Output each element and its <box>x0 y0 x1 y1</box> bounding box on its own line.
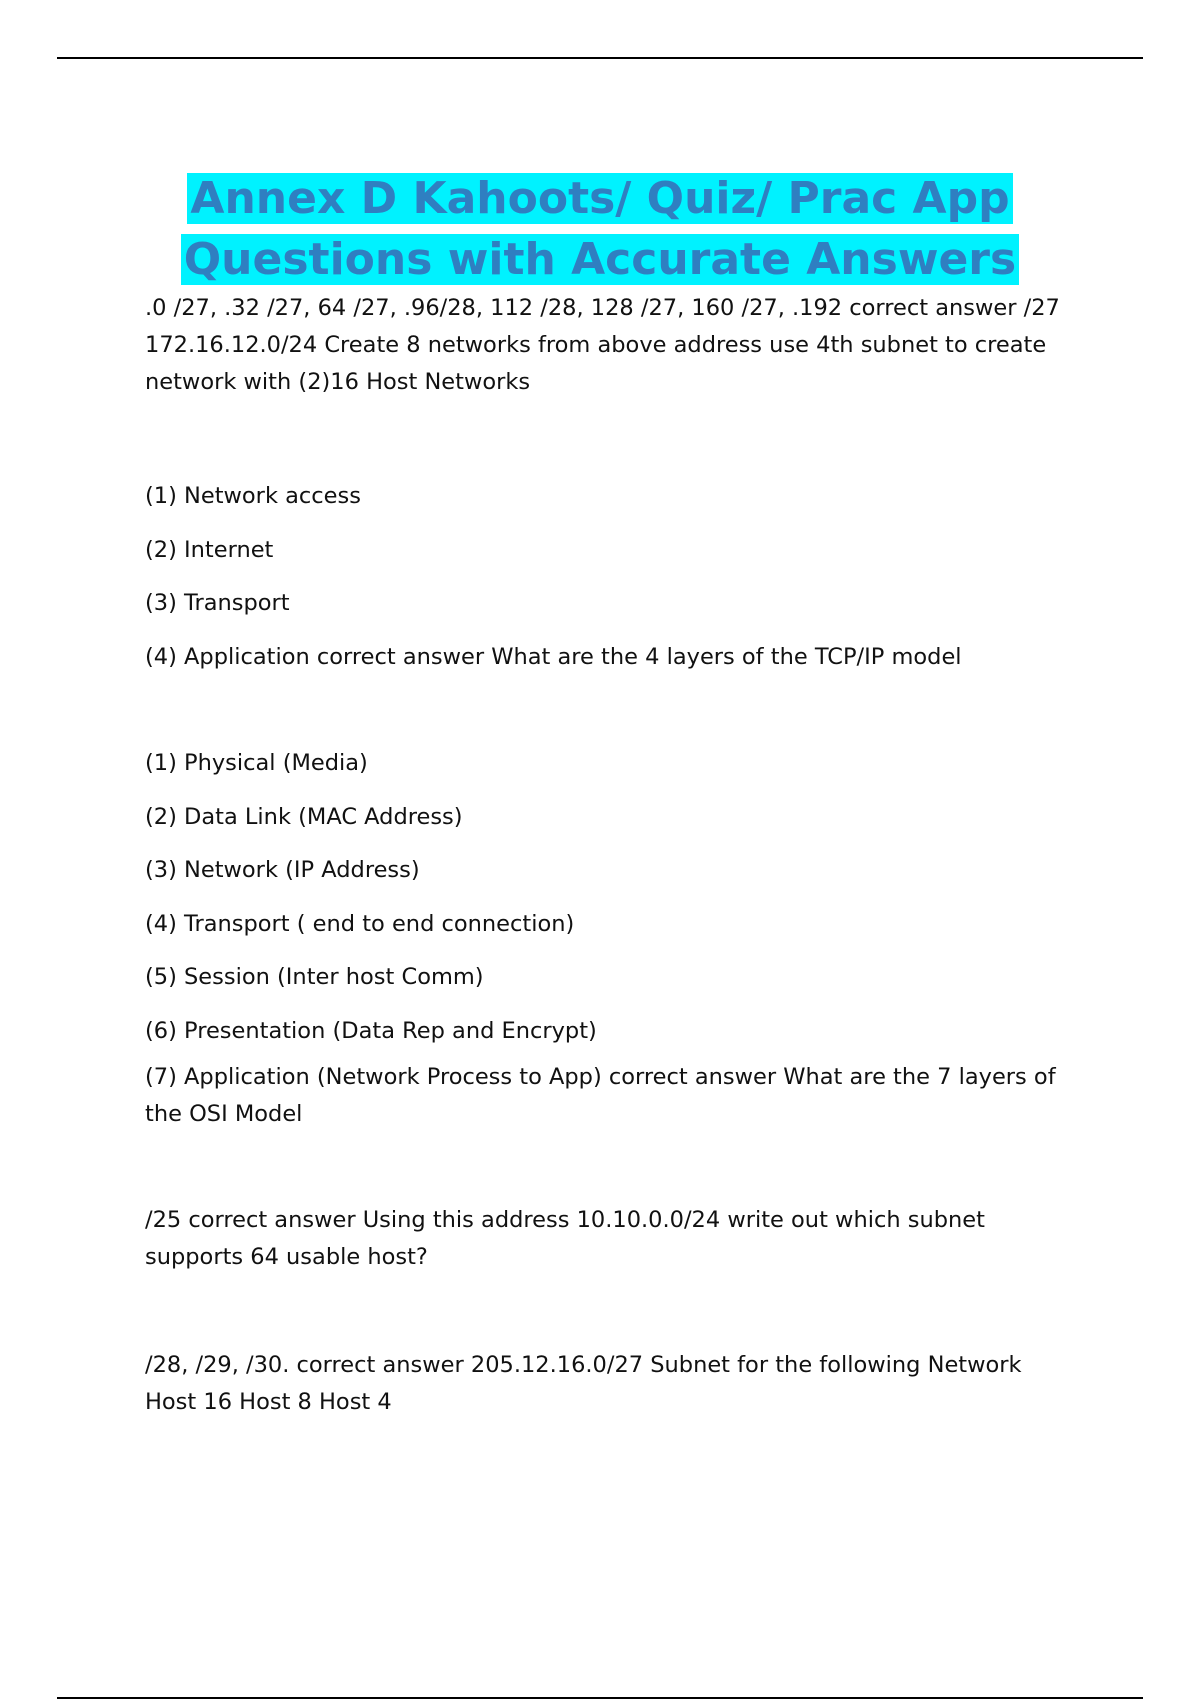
document-title <box>100 168 1100 290</box>
subnet-question-1-line-2: supports 64 usable host? <box>145 1244 428 1270</box>
osi-layer-7-line-1: (7) Application (Network Process to App) correct answer What are the 7 layers of <box>145 1064 1056 1090</box>
tcp-ip-layer-4: (4) Application correct answer What are the 4 layers of the TCP/IP model <box>145 643 962 670</box>
title-line-1: Annex D Kahoots/ Quiz/ Prac App <box>187 173 1012 224</box>
osi-layer-7-block <box>145 1059 1090 1133</box>
osi-layer-5: (5) Session (Inter host Comm) <box>145 964 484 990</box>
title-line-2: Questions with Accurate Answers <box>181 234 1019 285</box>
top-rule <box>57 57 1143 59</box>
subnet-answer-block <box>145 290 1090 401</box>
subnet-question-2-line-2: Host 16 Host 8 Host 4 <box>145 1389 392 1415</box>
osi-layer-4: (4) Transport ( end to end connection) <box>145 910 575 937</box>
osi-layer-7-line-2: the OSI Model <box>145 1101 303 1127</box>
subnet-answer-line-1: .0 /27, .32 /27, 64 /27, .96/28, 112 /28, 128 /27, 160 /27, .192 correct answer /27 <box>145 295 1060 321</box>
bottom-rule <box>57 1697 1143 1699</box>
tcp-ip-layers-list <box>145 470 1090 684</box>
subnet-question-2 <box>145 1347 1090 1421</box>
subnet-answer-line-3: network with (2)16 Host Networks <box>145 369 531 395</box>
subnet-question-2-line-1: /28, /29, /30. correct answer 205.12.16.0/27 Subnet for the following Network <box>145 1352 1022 1378</box>
subnet-answer-line-2: 172.16.12.0/24 Create 8 networks from above address use 4th subnet to create <box>145 332 1047 358</box>
osi-layer-1: (1) Physical (Media) <box>145 750 368 776</box>
tcp-ip-layer-1: (1) Network access <box>145 483 361 509</box>
subnet-question-1 <box>145 1202 1090 1276</box>
subnet-question-1-line-1: /25 correct answer Using this address 10.10.0.0/24 write out which subnet <box>145 1207 985 1233</box>
tcp-ip-layer-3: (3) Transport <box>145 590 290 616</box>
osi-layer-6: (6) Presentation (Data Rep and Encrypt) <box>145 1017 597 1044</box>
osi-layer-3: (3) Network (IP Address) <box>145 857 420 883</box>
osi-layers-list <box>145 737 1090 1058</box>
tcp-ip-layer-2: (2) Internet <box>145 536 274 563</box>
osi-layer-2: (2) Data Link (MAC Address) <box>145 803 463 830</box>
